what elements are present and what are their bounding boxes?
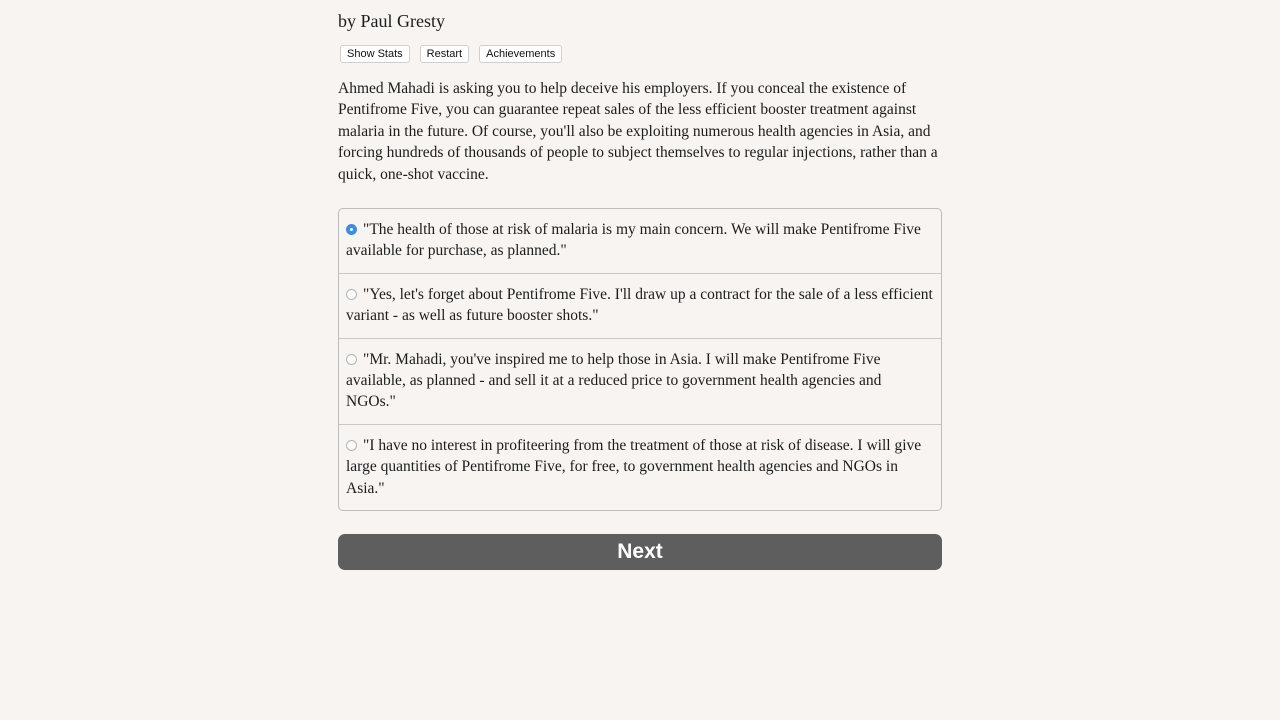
game-column [338,0,942,570]
radio-button[interactable] [346,440,357,451]
choice-option-3[interactable] [339,338,941,424]
choice-option-4[interactable] [339,424,941,510]
restart-button[interactable]: Restart [420,45,469,63]
achievements-button[interactable]: Achievements [479,45,562,63]
radio-button[interactable] [346,289,357,300]
choice-option-1[interactable] [339,209,941,273]
choice-option-2[interactable] [339,273,941,338]
radio-button[interactable] [346,354,357,365]
choice-text: "I have no interest in profiteering from the treatment of those at risk of disease. I will give large quantities of Pentifrome Five, for free, to government health agencies and NGOs in Asia." [346,436,922,497]
show-stats-button[interactable]: Show Stats [340,45,410,63]
choice-text: "Yes, let's forget about Pentifrome Five. I'll draw up a contract for the sale of a less efficient variant - as well as future booster shots." [346,285,933,325]
next-button[interactable]: Next [338,534,942,570]
author-byline: by Paul Gresty [338,11,445,31]
story-passage: Ahmed Mahadi is asking you to help deceive his employers. If you conceal the existence of Pentifrome Five, you can guarantee repeat sales of the less efficient booster treatment against malaria in the future. Of course, you'll also be exploiting numerous health agencies in Asia, and forcing hundreds of thousands of people to subject themselves to regular injections, rather than a quick, one-shot vaccine. [338,80,938,183]
choice-text: "Mr. Mahadi, you've inspired me to help those in Asia. I will make Pentifrome Five available, as planned - and sell it at a reduced price to government health agencies and NGOs." [346,350,882,411]
choice-text: "The health of those at risk of malaria is my main concern. We will make Pentifrome Five available for purchase, as planned." [346,221,921,260]
toolbar [338,45,942,63]
radio-button-selected[interactable] [346,224,357,235]
choice-list [338,208,942,511]
